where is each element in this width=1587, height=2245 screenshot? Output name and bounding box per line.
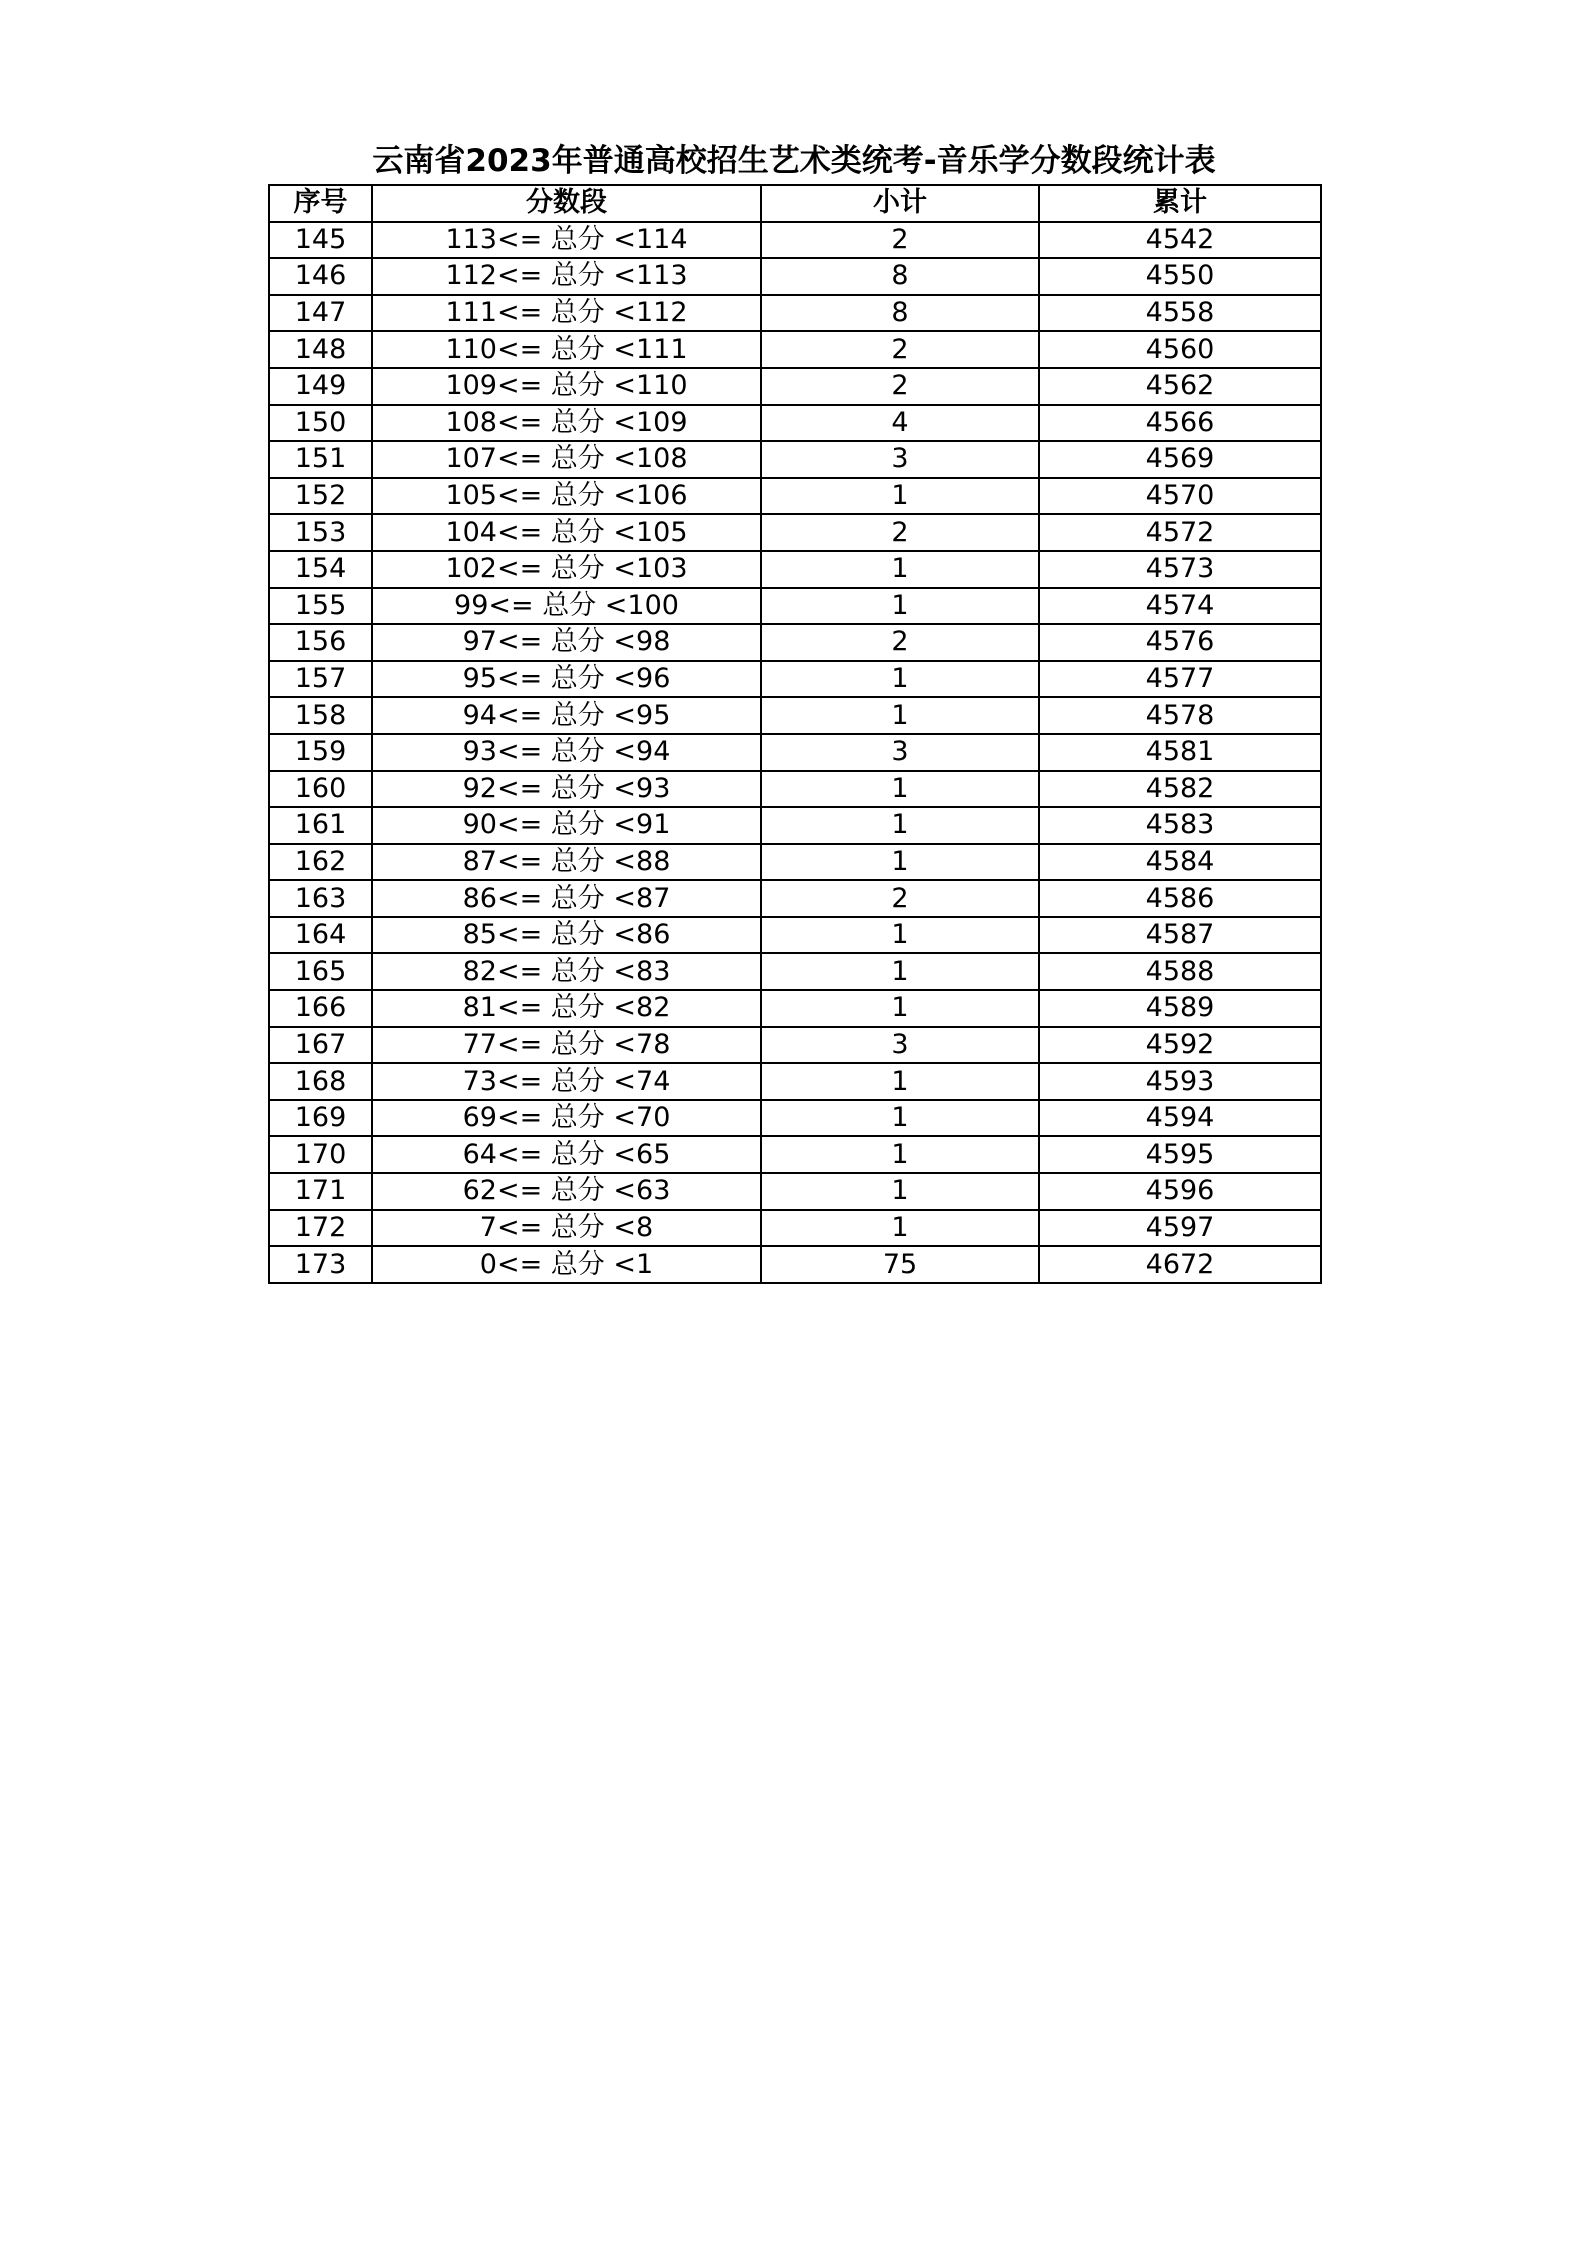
cell-index: 167 — [269, 1027, 372, 1064]
cell-score-range: 64<= 总分 <65 — [372, 1136, 761, 1173]
cell-index: 154 — [269, 551, 372, 588]
cell-index: 169 — [269, 1100, 372, 1137]
cell-cumulative: 4586 — [1039, 880, 1321, 917]
cell-index: 156 — [269, 624, 372, 661]
cell-cumulative: 4566 — [1039, 405, 1321, 442]
cell-subtotal: 1 — [761, 807, 1039, 844]
cell-subtotal: 1 — [761, 917, 1039, 954]
table-row — [269, 478, 1321, 515]
page-title: 云南省2023年普通高校招生艺术类统考-音乐学分数段统计表 — [372, 143, 1216, 179]
cell-subtotal: 1 — [761, 1136, 1039, 1173]
cell-index: 173 — [269, 1246, 372, 1283]
cell-index: 146 — [269, 258, 372, 295]
cell-subtotal: 2 — [761, 624, 1039, 661]
table-row — [269, 1063, 1321, 1100]
table-row — [269, 551, 1321, 588]
table-row — [269, 880, 1321, 917]
cell-index: 172 — [269, 1210, 372, 1247]
table-header-row — [269, 185, 1321, 222]
cell-subtotal: 3 — [761, 734, 1039, 771]
cell-cumulative: 4577 — [1039, 661, 1321, 698]
cell-index: 161 — [269, 807, 372, 844]
cell-cumulative: 4594 — [1039, 1100, 1321, 1137]
cell-score-range: 104<= 总分 <105 — [372, 514, 761, 551]
cell-score-range: 102<= 总分 <103 — [372, 551, 761, 588]
cell-score-range: 110<= 总分 <111 — [372, 331, 761, 368]
cell-subtotal: 2 — [761, 368, 1039, 405]
cell-cumulative: 4596 — [1039, 1173, 1321, 1210]
cell-score-range: 7<= 总分 <8 — [372, 1210, 761, 1247]
cell-cumulative: 4582 — [1039, 771, 1321, 808]
cell-cumulative: 4542 — [1039, 222, 1321, 259]
header-index: 序号 — [269, 185, 372, 222]
cell-subtotal: 8 — [761, 295, 1039, 332]
cell-subtotal: 1 — [761, 588, 1039, 625]
header-subtotal: 小计 — [761, 185, 1039, 222]
cell-cumulative: 4595 — [1039, 1136, 1321, 1173]
table-row — [269, 1136, 1321, 1173]
cell-subtotal: 1 — [761, 661, 1039, 698]
cell-cumulative: 4578 — [1039, 697, 1321, 734]
cell-cumulative: 4572 — [1039, 514, 1321, 551]
table-row — [269, 1027, 1321, 1064]
cell-score-range: 73<= 总分 <74 — [372, 1063, 761, 1100]
cell-score-range: 105<= 总分 <106 — [372, 478, 761, 515]
cell-cumulative: 4584 — [1039, 844, 1321, 881]
cell-score-range: 77<= 总分 <78 — [372, 1027, 761, 1064]
cell-subtotal: 3 — [761, 441, 1039, 478]
cell-cumulative: 4550 — [1039, 258, 1321, 295]
cell-index: 163 — [269, 880, 372, 917]
cell-index: 152 — [269, 478, 372, 515]
cell-score-range: 111<= 总分 <112 — [372, 295, 761, 332]
cell-cumulative: 4588 — [1039, 953, 1321, 990]
cell-index: 160 — [269, 771, 372, 808]
cell-cumulative: 4587 — [1039, 917, 1321, 954]
cell-cumulative: 4562 — [1039, 368, 1321, 405]
cell-subtotal: 1 — [761, 1210, 1039, 1247]
cell-score-range: 0<= 总分 <1 — [372, 1246, 761, 1283]
cell-subtotal: 2 — [761, 880, 1039, 917]
cell-score-range: 62<= 总分 <63 — [372, 1173, 761, 1210]
table-row — [269, 771, 1321, 808]
cell-cumulative: 4570 — [1039, 478, 1321, 515]
cell-cumulative: 4573 — [1039, 551, 1321, 588]
header-score-range: 分数段 — [372, 185, 761, 222]
table-row — [269, 1246, 1321, 1283]
table-row — [269, 588, 1321, 625]
cell-subtotal: 1 — [761, 1063, 1039, 1100]
cell-subtotal: 1 — [761, 771, 1039, 808]
cell-index: 149 — [269, 368, 372, 405]
table-row — [269, 368, 1321, 405]
cell-index: 164 — [269, 917, 372, 954]
table-row — [269, 844, 1321, 881]
table-row — [269, 1100, 1321, 1137]
cell-cumulative: 4672 — [1039, 1246, 1321, 1283]
cell-index: 159 — [269, 734, 372, 771]
cell-score-range: 90<= 总分 <91 — [372, 807, 761, 844]
cell-cumulative: 4593 — [1039, 1063, 1321, 1100]
cell-score-range: 107<= 总分 <108 — [372, 441, 761, 478]
cell-index: 148 — [269, 331, 372, 368]
cell-score-range: 112<= 总分 <113 — [372, 258, 761, 295]
cell-subtotal: 1 — [761, 990, 1039, 1027]
cell-cumulative: 4558 — [1039, 295, 1321, 332]
cell-index: 171 — [269, 1173, 372, 1210]
header-cumulative: 累计 — [1039, 185, 1321, 222]
table-row — [269, 331, 1321, 368]
cell-subtotal: 1 — [761, 551, 1039, 588]
cell-score-range: 99<= 总分 <100 — [372, 588, 761, 625]
cell-score-range: 86<= 总分 <87 — [372, 880, 761, 917]
cell-score-range: 93<= 总分 <94 — [372, 734, 761, 771]
cell-index: 151 — [269, 441, 372, 478]
cell-score-range: 94<= 总分 <95 — [372, 697, 761, 734]
cell-index: 158 — [269, 697, 372, 734]
cell-subtotal: 2 — [761, 331, 1039, 368]
cell-cumulative: 4576 — [1039, 624, 1321, 661]
table-body — [269, 222, 1321, 1283]
cell-cumulative: 4581 — [1039, 734, 1321, 771]
cell-index: 170 — [269, 1136, 372, 1173]
table-row — [269, 441, 1321, 478]
cell-index: 145 — [269, 222, 372, 259]
cell-score-range: 82<= 总分 <83 — [372, 953, 761, 990]
cell-score-range: 108<= 总分 <109 — [372, 405, 761, 442]
cell-subtotal: 1 — [761, 844, 1039, 881]
cell-score-range: 85<= 总分 <86 — [372, 917, 761, 954]
table-row — [269, 1210, 1321, 1247]
cell-score-range: 95<= 总分 <96 — [372, 661, 761, 698]
cell-cumulative: 4560 — [1039, 331, 1321, 368]
table-row — [269, 258, 1321, 295]
cell-cumulative: 4597 — [1039, 1210, 1321, 1247]
table-row — [269, 624, 1321, 661]
table-row — [269, 953, 1321, 990]
cell-index: 166 — [269, 990, 372, 1027]
cell-cumulative: 4592 — [1039, 1027, 1321, 1064]
table-row — [269, 807, 1321, 844]
cell-subtotal: 2 — [761, 222, 1039, 259]
table-row — [269, 1173, 1321, 1210]
cell-index: 147 — [269, 295, 372, 332]
cell-score-range: 109<= 总分 <110 — [372, 368, 761, 405]
cell-score-range: 97<= 总分 <98 — [372, 624, 761, 661]
cell-subtotal: 1 — [761, 1100, 1039, 1137]
cell-index: 165 — [269, 953, 372, 990]
cell-subtotal: 1 — [761, 953, 1039, 990]
cell-index: 153 — [269, 514, 372, 551]
cell-index: 162 — [269, 844, 372, 881]
table-row — [269, 990, 1321, 1027]
table-row — [269, 734, 1321, 771]
cell-index: 155 — [269, 588, 372, 625]
cell-score-range: 81<= 总分 <82 — [372, 990, 761, 1027]
table-row — [269, 295, 1321, 332]
table-row — [269, 917, 1321, 954]
table-row — [269, 697, 1321, 734]
cell-subtotal: 4 — [761, 405, 1039, 442]
table-row — [269, 405, 1321, 442]
cell-subtotal: 1 — [761, 478, 1039, 515]
cell-subtotal: 1 — [761, 1173, 1039, 1210]
score-distribution-table — [268, 184, 1322, 1284]
cell-cumulative: 4574 — [1039, 588, 1321, 625]
cell-subtotal: 75 — [761, 1246, 1039, 1283]
cell-score-range: 69<= 总分 <70 — [372, 1100, 761, 1137]
cell-subtotal: 8 — [761, 258, 1039, 295]
cell-index: 168 — [269, 1063, 372, 1100]
cell-score-range: 92<= 总分 <93 — [372, 771, 761, 808]
cell-index: 157 — [269, 661, 372, 698]
cell-cumulative: 4569 — [1039, 441, 1321, 478]
table-row — [269, 661, 1321, 698]
cell-cumulative: 4589 — [1039, 990, 1321, 1027]
table-row — [269, 222, 1321, 259]
cell-index: 150 — [269, 405, 372, 442]
cell-score-range: 113<= 总分 <114 — [372, 222, 761, 259]
cell-cumulative: 4583 — [1039, 807, 1321, 844]
cell-subtotal: 2 — [761, 514, 1039, 551]
cell-subtotal: 3 — [761, 1027, 1039, 1064]
cell-subtotal: 1 — [761, 697, 1039, 734]
cell-score-range: 87<= 总分 <88 — [372, 844, 761, 881]
table-row — [269, 514, 1321, 551]
